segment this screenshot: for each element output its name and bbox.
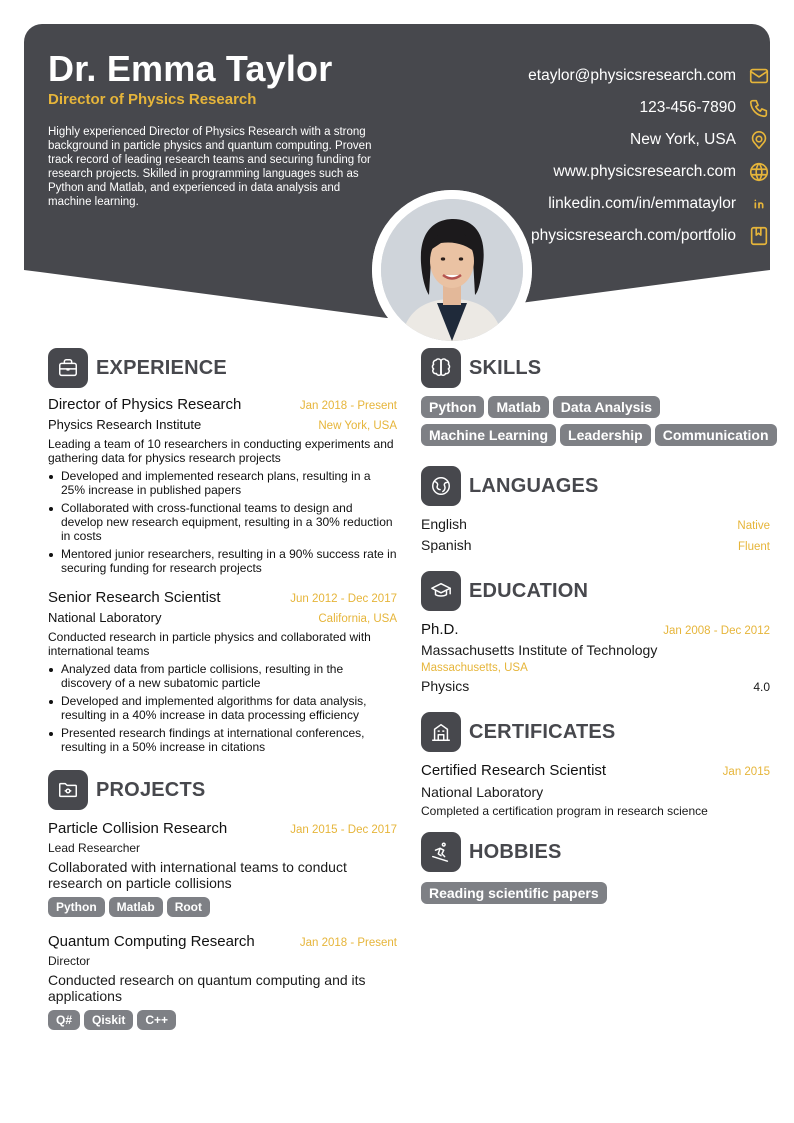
education-location: Massachusetts, USA — [421, 662, 528, 674]
job-bullet: Developed and implemented algorithms for data analysis, resulting in a 40% increase in data processing efficiency — [48, 694, 397, 722]
globe-icon — [748, 161, 770, 183]
education-field: Physics — [421, 678, 470, 694]
language-item — [421, 537, 770, 553]
education-title: EDUCATION — [469, 579, 589, 602]
education-date: Jan 2008 - Dec 2012 — [663, 625, 770, 637]
job-date: Jun 2012 - Dec 2017 — [290, 593, 397, 605]
job-company: Physics Research Institute — [48, 417, 202, 432]
project-description: Conducted research on quantum computing and its applications — [48, 972, 366, 1004]
education-school: Massachusetts Institute of Technology — [421, 642, 658, 658]
folder-icon — [48, 770, 88, 810]
languages-list — [421, 516, 770, 553]
hobby-tag: Reading scientific papers — [421, 882, 607, 904]
job-bullet: Developed and implemented research plans, resulting in a 25% increase in published papers — [48, 469, 397, 497]
job-date: Jan 2018 - Present — [299, 400, 397, 412]
job-company: National Laboratory — [48, 610, 162, 625]
skills-header — [421, 348, 770, 388]
certificate-date: Jan 2015 — [722, 766, 770, 778]
skill-tag: Communication — [655, 424, 777, 446]
certificate-name: Certified Research Scientist — [421, 762, 607, 779]
language-name: English — [421, 516, 467, 532]
building-icon — [421, 712, 461, 752]
project-title: Particle Collision Research — [48, 820, 228, 837]
project-tags — [48, 1010, 397, 1036]
contact-location — [630, 124, 770, 156]
skill-tag: Python — [421, 396, 484, 418]
contact-portfolio-text: physicsresearch.com/portfolio — [530, 227, 736, 244]
contact-email[interactable] — [528, 60, 770, 92]
education-degree: Ph.D. — [421, 621, 459, 638]
briefcase-icon — [48, 348, 88, 388]
project-title: Quantum Computing Research — [48, 933, 255, 950]
graduation-cap-icon — [421, 571, 461, 611]
skills-title: SKILLS — [469, 356, 542, 379]
contact-location-text: New York, USA — [630, 131, 736, 148]
project-role: Lead Researcher — [48, 841, 141, 855]
certificate-entry — [421, 762, 770, 818]
skills-list — [421, 396, 781, 452]
project-tag: Root — [167, 897, 210, 917]
project-entry — [48, 933, 397, 1036]
job-bullet: Analyzed data from particle collisions, resulting in the discovery of a new subatomic particle — [48, 662, 397, 690]
linkedin-icon — [748, 193, 770, 215]
contact-website[interactable] — [553, 156, 770, 188]
job-bullets — [48, 662, 397, 754]
job-description: Conducted research in particle physics and collaborated with international teams — [48, 630, 371, 658]
hobbies-list — [421, 882, 770, 910]
contact-phone-text: 123-456-7890 — [639, 99, 736, 116]
map-pin-icon — [748, 129, 770, 151]
bookmark-icon — [748, 225, 770, 247]
language-name: Spanish — [421, 537, 472, 553]
language-item — [421, 516, 770, 532]
project-tag: Q# — [48, 1010, 80, 1030]
language-level: Native — [737, 520, 770, 532]
language-level: Fluent — [738, 541, 770, 553]
languages-title: LANGUAGES — [469, 474, 599, 497]
projects-title: PROJECTS — [96, 778, 206, 801]
hobbies-header — [421, 832, 770, 872]
profile-photo — [381, 199, 523, 341]
certificates-header — [421, 712, 770, 752]
project-date: Jan 2018 - Present — [299, 937, 397, 949]
skier-icon — [421, 832, 461, 872]
email-icon — [748, 65, 770, 87]
project-tags — [48, 897, 397, 923]
contact-email-text: etaylor@physicsresearch.com — [528, 67, 736, 84]
experience-title: EXPERIENCE — [96, 356, 227, 379]
project-tag: Python — [48, 897, 105, 917]
skill-tag: Matlab — [488, 396, 548, 418]
hobbies-title: HOBBIES — [469, 840, 562, 863]
education-header — [421, 571, 770, 611]
right-column — [421, 348, 770, 910]
job-title: Director of Physics Research — [48, 396, 242, 413]
job-bullet: Presented research findings at international conferences, resulting in a 50% increase in citations — [48, 726, 397, 754]
job-bullets — [48, 469, 397, 575]
project-tag: C++ — [137, 1010, 176, 1030]
job-description: Leading a team of 10 researchers in conducting experiments and gathering data for physics research projects — [48, 437, 394, 465]
education-entry — [421, 621, 770, 694]
job-title: Senior Research Scientist — [48, 589, 221, 606]
job-location: New York, USA — [318, 420, 397, 432]
education-gpa: 4.0 — [753, 680, 770, 694]
projects-header — [48, 770, 397, 810]
job-location: California, USA — [318, 613, 397, 625]
language-globe-icon — [421, 466, 461, 506]
experience-entry — [48, 396, 397, 575]
candidate-role: Director of Physics Research — [48, 91, 257, 108]
experience-entry — [48, 589, 397, 754]
contact-portfolio[interactable] — [531, 220, 770, 252]
brain-icon — [421, 348, 461, 388]
project-tag: Qiskit — [84, 1010, 133, 1030]
certificate-issuer: National Laboratory — [421, 784, 544, 800]
contact-website-text: www.physicsresearch.com — [553, 163, 736, 180]
project-entry — [48, 820, 397, 923]
portrait-image — [381, 199, 523, 341]
job-bullet: Mentored junior researchers, resulting in a 90% success rate in securing funding for research projects — [48, 547, 397, 575]
skill-tag: Data Analysis — [553, 396, 660, 418]
certificate-description: Completed a certification program in research science — [421, 804, 708, 818]
contact-linkedin[interactable] — [548, 188, 770, 220]
project-description: Collaborated with international teams to conduct research on particle collisions — [48, 859, 347, 891]
project-date: Jan 2015 - Dec 2017 — [290, 824, 397, 836]
certificates-title: CERTIFICATES — [469, 720, 616, 743]
profile-summary: Highly experienced Director of Physics Research with a strong background in particle physics and quantum computing. Proven track record of leading research teams and securing funding for research projects. Skilled in programming languages such as Python and Matlab, and experienced in data analysis and machine learning. — [48, 126, 372, 208]
phone-icon — [748, 97, 770, 119]
candidate-name: Dr. Emma Taylor — [48, 48, 333, 89]
job-bullet: Collaborated with cross-functional teams to design and develop new research equipment, resulting in a 30% reduction in costs — [48, 501, 397, 543]
experience-header — [48, 348, 397, 388]
contact-linkedin-text: linkedin.com/in/emmataylor — [548, 195, 736, 212]
project-tag: Matlab — [109, 897, 163, 917]
left-column — [48, 348, 397, 1036]
languages-header — [421, 466, 770, 506]
skill-tag: Leadership — [560, 424, 651, 446]
skill-tag: Machine Learning — [421, 424, 556, 446]
project-role: Director — [48, 954, 91, 968]
contact-phone[interactable] — [639, 92, 770, 124]
